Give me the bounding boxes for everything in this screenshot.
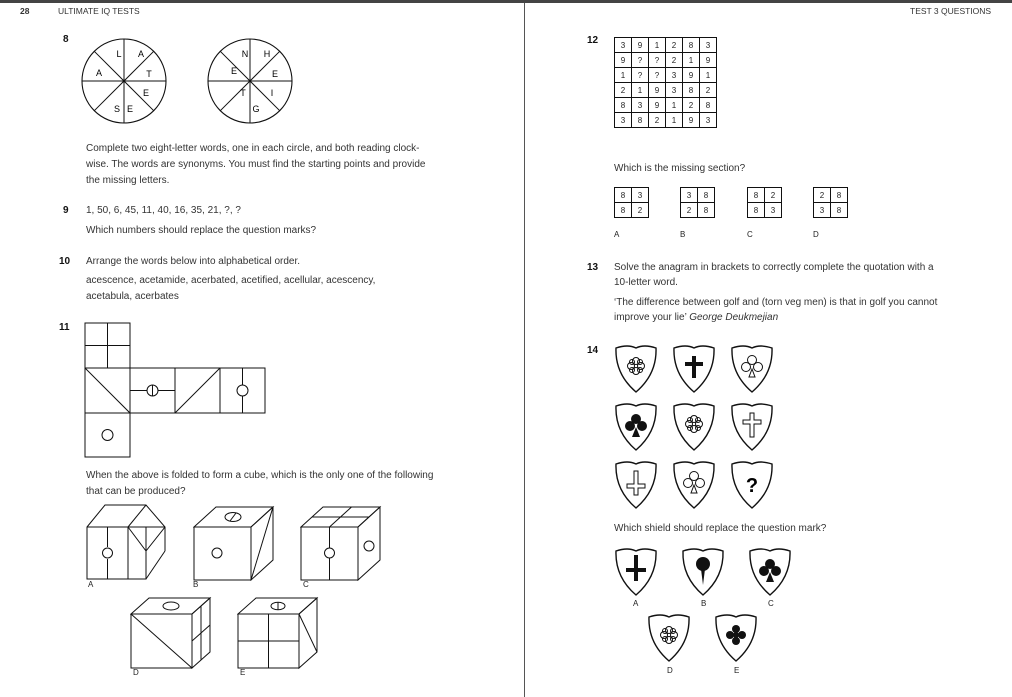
shield-cross-outline [732, 404, 772, 450]
option-label-c: C [303, 580, 309, 589]
cube-net [84, 322, 266, 458]
option-cell: 8 [615, 203, 632, 218]
q13-quote-text: improve your lie’ [614, 312, 687, 323]
c1-letter: L [116, 49, 122, 59]
shield-club-outline [732, 346, 772, 392]
letter-circle-1 [82, 39, 166, 123]
c2-letter: I [270, 88, 274, 98]
option-label-b: B [701, 599, 707, 608]
grid-cell: 9 [615, 53, 632, 68]
q10-words-1: acescence, acetamide, acerbated, acetified, acellular, acescency, [86, 275, 376, 286]
shield-question [732, 462, 772, 508]
grid-cell: 1 [615, 68, 632, 83]
grid-cell: 8 [632, 113, 649, 128]
section-title: TEST 3 QUESTIONS [910, 6, 992, 16]
q14-question: Which shield should replace the question mark? [614, 523, 827, 534]
grid-cell: 1 [666, 98, 683, 113]
option-cell: 8 [748, 188, 765, 203]
option-cell: 3 [681, 188, 698, 203]
option-cell: 2 [681, 203, 698, 218]
shield-grid [612, 342, 782, 512]
grid-cell: 2 [700, 83, 717, 98]
option-label-e: E [734, 666, 740, 675]
c2-letter: T [240, 88, 246, 98]
grid-cell: 3 [666, 68, 683, 83]
shield-option-d[interactable] [645, 611, 695, 665]
q10-instruction: Arrange the words below into alphabetical order. [86, 256, 301, 267]
shield-flower-outline [674, 404, 714, 450]
grid-option-c[interactable] [747, 187, 782, 218]
c2-letter: E [230, 66, 238, 76]
q13-quote-2 [614, 310, 778, 326]
q10-number: 10 [59, 256, 71, 267]
grid-cell: 1 [632, 83, 649, 98]
c1-letter: E [142, 88, 150, 98]
grid-option-b[interactable] [680, 187, 715, 218]
q10-words-2: acetabula, acerbates [86, 291, 179, 302]
page-divider [524, 3, 525, 697]
grid-cell: 9 [683, 113, 700, 128]
option-cell: 8 [748, 203, 765, 218]
grid-cell: 1 [683, 53, 700, 68]
option-cell: 2 [814, 188, 831, 203]
grid-option-a[interactable] [614, 187, 649, 218]
cube-option-e[interactable] [237, 596, 319, 670]
shield-option-a[interactable] [612, 545, 662, 599]
grid-cell: ? [632, 68, 649, 83]
q13-author: George Deukmejian [689, 312, 779, 323]
grid-cell: 8 [683, 38, 700, 53]
grid-cell: 3 [700, 113, 717, 128]
q9-number: 9 [63, 205, 69, 216]
book-title: ULTIMATE IQ TESTS [58, 6, 140, 16]
letter-circle-2 [208, 39, 292, 123]
grid-cell: 9 [649, 98, 666, 113]
cube-option-a[interactable] [86, 503, 166, 581]
c1-letter: A [95, 68, 103, 78]
q8-text-2: wise. The words are synonyms. You must find the starting points and provide [86, 159, 426, 170]
c2-letter: E [271, 69, 279, 79]
q13-line-2: 10-letter word. [614, 277, 678, 288]
q12-question: Which is the missing section? [614, 163, 746, 174]
grid-cell: ? [649, 53, 666, 68]
grid-cell: ? [632, 53, 649, 68]
grid-cell: 9 [649, 83, 666, 98]
grid-cell: 3 [615, 113, 632, 128]
q11-question-2: that can be produced? [86, 486, 186, 497]
q14-number: 14 [587, 345, 599, 356]
option-cell: 8 [831, 203, 848, 218]
option-cell: 3 [814, 203, 831, 218]
q13-quote-1: ‘The difference between golf and (torn veg men) is that in golf you cannot [614, 297, 938, 308]
grid-cell: 9 [700, 53, 717, 68]
shield-cross-solid [674, 346, 714, 392]
option-label-d: D [133, 668, 139, 677]
option-label-a: A [614, 230, 620, 239]
option-label-e: E [240, 668, 246, 677]
cube-option-d[interactable] [130, 596, 212, 670]
option-label-c: C [768, 599, 774, 608]
option-cell: 3 [765, 203, 782, 218]
grid-cell: 3 [615, 38, 632, 53]
option-cell: 2 [765, 188, 782, 203]
shield-club-solid [616, 404, 656, 450]
option-cell: 3 [632, 188, 649, 203]
option-cell: 8 [831, 188, 848, 203]
option-cell: 8 [698, 188, 715, 203]
grid-cell: 3 [632, 98, 649, 113]
shield-cross-outline [616, 462, 656, 508]
top-rule [0, 0, 1012, 3]
grid-cell: 3 [666, 83, 683, 98]
option-label-b: B [680, 230, 686, 239]
q9-sequence: 1, 50, 6, 45, 11, 40, 16, 35, 21, ?, ? [86, 205, 241, 216]
shield-option-e[interactable] [712, 611, 762, 665]
grid-cell: 2 [683, 98, 700, 113]
page-number: 28 [20, 6, 30, 16]
grid-cell: ? [649, 68, 666, 83]
c2-letter: N [241, 49, 249, 59]
q8-circles [80, 38, 340, 124]
grid-cell: 2 [615, 83, 632, 98]
grid-cell: 1 [700, 68, 717, 83]
q12-number: 12 [587, 35, 599, 46]
q8-text-3: the missing letters. [86, 175, 170, 186]
c2-letter: H [263, 49, 271, 59]
c1-letter: T [146, 69, 152, 79]
option-label-b: B [193, 580, 199, 589]
c1-letter: A [137, 49, 145, 59]
grid-option-d[interactable] [813, 187, 848, 218]
grid-cell: 9 [683, 68, 700, 83]
grid-cell: 1 [666, 113, 683, 128]
option-label-c: C [747, 230, 753, 239]
grid-cell: 8 [683, 83, 700, 98]
q8-text-1: Complete two eight-letter words, one in each circle, and both reading clock- [86, 143, 420, 154]
c1-letter: S [113, 104, 121, 114]
grid-cell: 3 [700, 38, 717, 53]
option-cell: 8 [698, 203, 715, 218]
grid-cell: 8 [700, 98, 717, 113]
option-label-d: D [813, 230, 819, 239]
option-label-d: D [667, 666, 673, 675]
option-cell: 2 [632, 203, 649, 218]
grid-cell: 1 [649, 38, 666, 53]
q11-question-1: When the above is folded to form a cube, which is the only one of the following [86, 470, 434, 481]
shield-option-c[interactable] [746, 545, 796, 599]
c1-letter: E [126, 104, 134, 114]
option-cell: 8 [615, 188, 632, 203]
q9-question: Which numbers should replace the question marks? [86, 225, 317, 236]
q13-number: 13 [587, 262, 599, 273]
option-label-a: A [633, 599, 639, 608]
cube-option-c[interactable] [300, 505, 382, 581]
question-mark: ? [745, 475, 759, 497]
option-label-a: A [88, 580, 94, 589]
c2-letter: G [252, 104, 260, 114]
grid-cell: 2 [666, 53, 683, 68]
cube-option-b[interactable] [193, 505, 275, 581]
q11-number: 11 [59, 322, 70, 333]
q13-line-1: Solve the anagram in brackets to correctly complete the quotation with a [614, 262, 934, 273]
q8-number: 8 [63, 34, 69, 45]
number-grid [614, 37, 717, 128]
shield-flower-outline [616, 346, 656, 392]
shield-club-outline [674, 462, 714, 508]
grid-cell: 2 [666, 38, 683, 53]
grid-cell: 8 [615, 98, 632, 113]
grid-cell: 2 [649, 113, 666, 128]
grid-cell: 9 [632, 38, 649, 53]
shield-option-b[interactable] [679, 545, 729, 599]
